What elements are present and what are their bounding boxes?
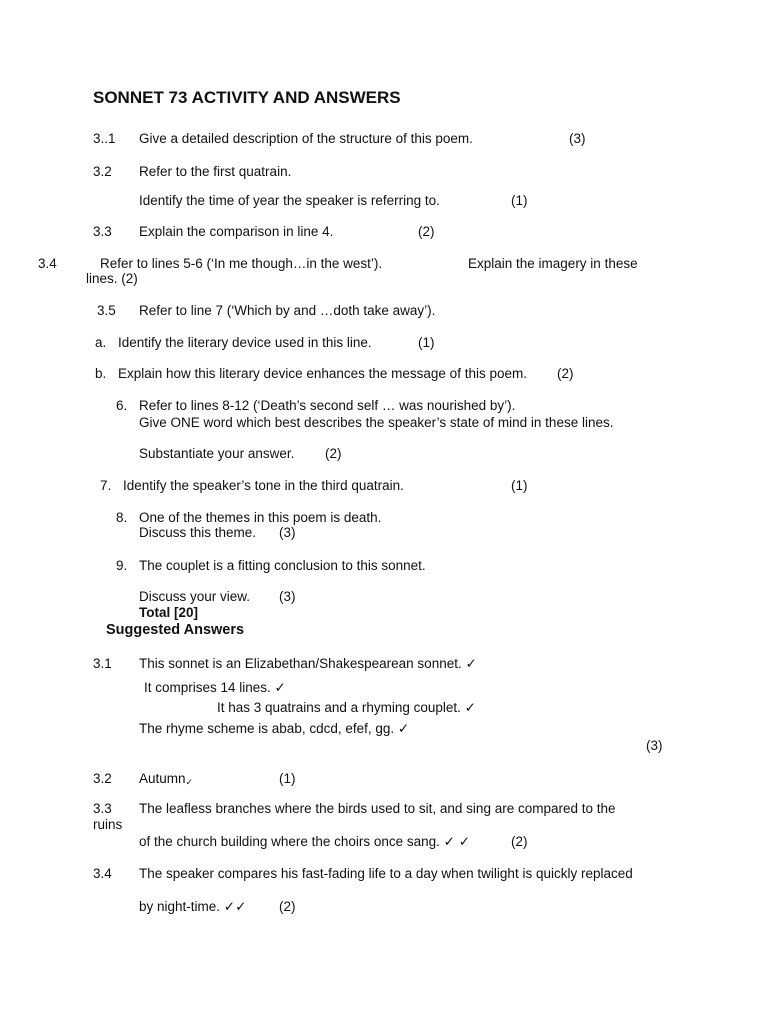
question-text: Refer to lines 5-6 (‘In me though…in the west’). (100, 256, 383, 271)
question-text: Explain the comparison in line 4. (139, 224, 334, 239)
question-text: Refer to lines 8-12 (‘Death’s second self … was nourished by’). (139, 398, 516, 413)
question-number: 9. (116, 558, 128, 573)
question-number: 6. (116, 398, 128, 413)
question-marks: (1) (511, 193, 528, 208)
question-number: a. (95, 335, 107, 350)
answer-text: The rhyme scheme is abab, cdcd, efef, gg. ✓ (139, 721, 410, 736)
answer-marks: (2) (511, 834, 528, 849)
total-marks: Total [20] (139, 605, 199, 620)
answer-text: The speaker compares his fast-fading life to a day when twilight is quickly replaced (139, 866, 633, 881)
question-marks: (2) (557, 366, 574, 381)
question-text: Refer to the first quatrain. (139, 164, 292, 179)
question-text: Identify the literary device used in this line. (118, 335, 372, 350)
question-marks: (1) (418, 335, 435, 350)
answer-text: It has 3 quatrains and a rhyming couplet. ✓ (217, 700, 476, 715)
answer-word: Autumn (139, 771, 186, 786)
question-text: Give a detailed description of the structure of this poem. (139, 131, 473, 146)
answer-text: ruins (93, 817, 123, 832)
answer-text (139, 771, 193, 790)
question-text: Explain the imagery in these (468, 256, 638, 271)
answer-marks: (2) (279, 899, 296, 914)
answers-heading: Suggested Answers (106, 622, 245, 638)
question-number: 3.4 (38, 256, 57, 271)
question-number: 3.2 (93, 164, 112, 179)
answer-text: by night-time. ✓✓ (139, 899, 247, 914)
answer-number: 3.3 (93, 801, 112, 816)
answer-text: It comprises 14 lines. ✓ (144, 680, 286, 695)
tick-mark: ✓ (185, 777, 194, 787)
answer-marks: (3) (646, 738, 663, 753)
question-text: Give ONE word which best describes the speaker’s state of mind in these lines. (139, 415, 614, 430)
question-text: lines. (2) (86, 271, 138, 286)
question-number: 3.5 (97, 303, 116, 318)
question-text: Discuss this theme. (139, 525, 257, 540)
answer-text: This sonnet is an Elizabethan/Shakespearean sonnet. ✓ (139, 656, 477, 671)
document-title: SONNET 73 ACTIVITY AND ANSWERS (93, 88, 401, 107)
question-number: 3.3 (93, 224, 112, 239)
answer-number: 3.4 (93, 866, 112, 881)
question-number: 8. (116, 510, 128, 525)
question-marks: (3) (279, 589, 296, 604)
question-marks: (2) (325, 446, 342, 461)
answer-marks: (1) (279, 771, 296, 786)
question-text: Identify the speaker’s tone in the third quatrain. (123, 478, 404, 493)
question-marks: (1) (511, 478, 528, 493)
question-text: Identify the time of year the speaker is referring to. (139, 193, 440, 208)
question-number: b. (95, 366, 107, 381)
question-number: 7. (100, 478, 112, 493)
answer-text: The leafless branches where the birds used to sit, and sing are compared to the (139, 801, 616, 816)
question-text: One of the themes in this poem is death. (139, 510, 382, 525)
question-text: Discuss your view. (139, 589, 251, 604)
question-number: 3..1 (93, 131, 116, 146)
question-text: The couplet is a fitting conclusion to this sonnet. (139, 558, 426, 573)
answer-number: 3.2 (93, 771, 112, 786)
question-marks: (2) (418, 224, 435, 239)
question-text: Substantiate your answer. (139, 446, 295, 461)
answer-text: of the church building where the choirs once sang. ✓ ✓ (139, 834, 471, 849)
answer-number: 3.1 (93, 656, 112, 671)
question-text: Explain how this literary device enhances the message of this poem. (118, 366, 527, 381)
question-text: Refer to line 7 (‘Which by and …doth take away’). (139, 303, 436, 318)
question-marks: (3) (279, 525, 296, 540)
question-marks: (3) (569, 131, 586, 146)
